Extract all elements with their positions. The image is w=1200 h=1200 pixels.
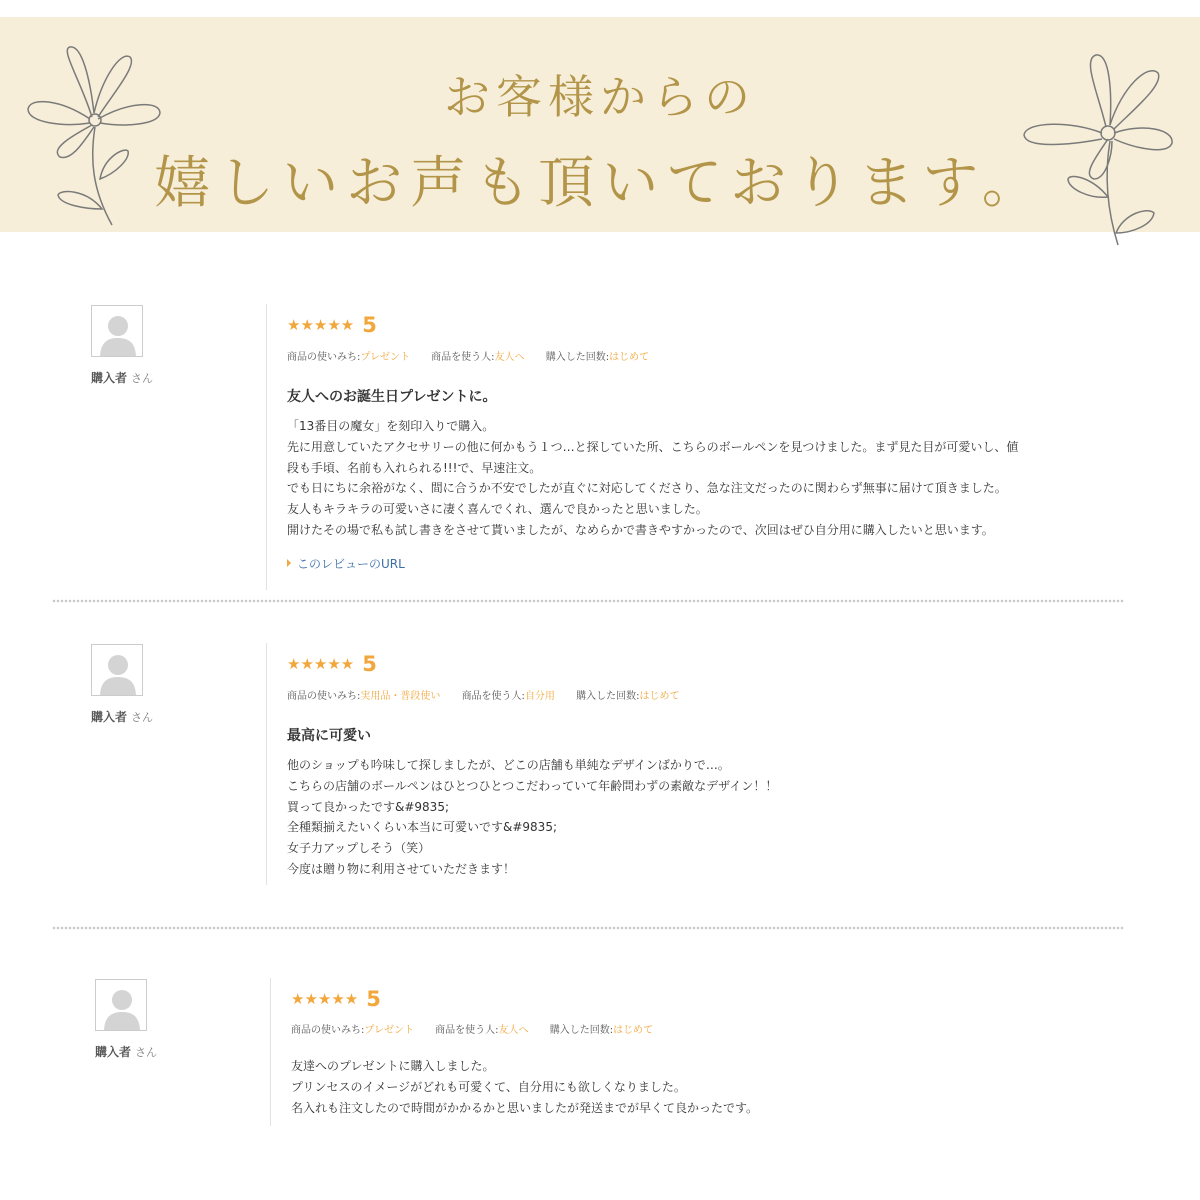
testimonial-banner [0,17,1200,232]
star-rating [287,652,377,676]
review-title: 友人へのお誕生日プレゼントに。 [287,389,497,405]
reviewer-name: 購入者 さん [91,710,154,724]
column-divider [266,643,267,885]
star-rating [287,313,377,337]
review-body: 他のショップも吟味して探しましたが、どこの店舗も単純なデザインばかりで…。 こちらの店舗のボールペンはひとつひとつこだわっていて年齢問わずの素敵なデザイン！！ 買って良かったです&#9835; 全種類揃えたいくらい本当に可愛いです&#9835; 女子力アップしそう（笑） 今度は贈り物に利用させていただきます！ [287,758,778,876]
reviewer-name: 購入者 さん [91,371,154,385]
rating-score: 5 [366,987,381,1011]
star-rating [291,987,381,1011]
stars-icon: ★★★★★ [287,655,355,673]
dotted-divider [52,926,1124,930]
triangle-right-icon [287,559,291,567]
review-meta: 商品の使いみち:プレゼント 商品を使う人:友人へ 購入した回数:はじめて [291,1025,654,1036]
user-silhouette-icon [96,980,147,1031]
column-divider [270,978,271,1126]
dotted-divider [52,599,1124,603]
review-url-link[interactable]: このレビューのURL [287,555,405,572]
stars-icon: ★★★★★ [291,990,359,1008]
stars-icon: ★★★★★ [287,316,355,334]
review-meta: 商品の使いみち:実用品・普段使い 商品を使う人:自分用 購入した回数:はじめて [287,691,680,702]
avatar [91,644,143,696]
banner-heading-line1: お客様からの [444,70,756,124]
review-title: 最高に可愛い [287,728,371,744]
avatar [91,305,143,357]
review-body: 友達へのプレゼントに購入しました。 プリンセスのイメージがどれも可愛くて、自分用にも欲しくなりました。 名入れも注文したので時間がかかるかと思いましたが発送までが早くて良かったです。 [291,1059,759,1115]
rating-score: 5 [362,313,377,337]
review-meta: 商品の使いみち:プレゼント 商品を使う人:友人へ 購入した回数:はじめて [287,352,650,363]
review-body: 「13番目の魔女」を刻印入りで購入。 先に用意していたアクセサリーの他に何かもう１つ…と探していた所、こちらのボールペンを見つけました。まず見た目が可愛いし、値 段も手頃、名前も入れられる!!!で、早速注文。 でも日にちに余裕がなく、間に合うか不安でしたが直ぐに対応してくださり、急な注文だったのに関わらず無事に届けて頂きました。 友人もキラキラの可愛いさに凄く喜んでくれ、選んで良かったと思いました。 開けたその場で私も試し書きをさせて貰いましたが、なめらかで書きやすかったので、次回はぜひ自分用に購入したいと思います。 [287,419,1019,537]
user-silhouette-icon [92,306,143,357]
avatar [95,979,147,1031]
rating-score: 5 [362,652,377,676]
banner-heading-line2: 嬉しいお声も頂いております。 [154,151,1046,216]
reviewer-name: 購入者 さん [95,1045,158,1059]
column-divider [266,304,267,590]
user-silhouette-icon [92,645,143,696]
